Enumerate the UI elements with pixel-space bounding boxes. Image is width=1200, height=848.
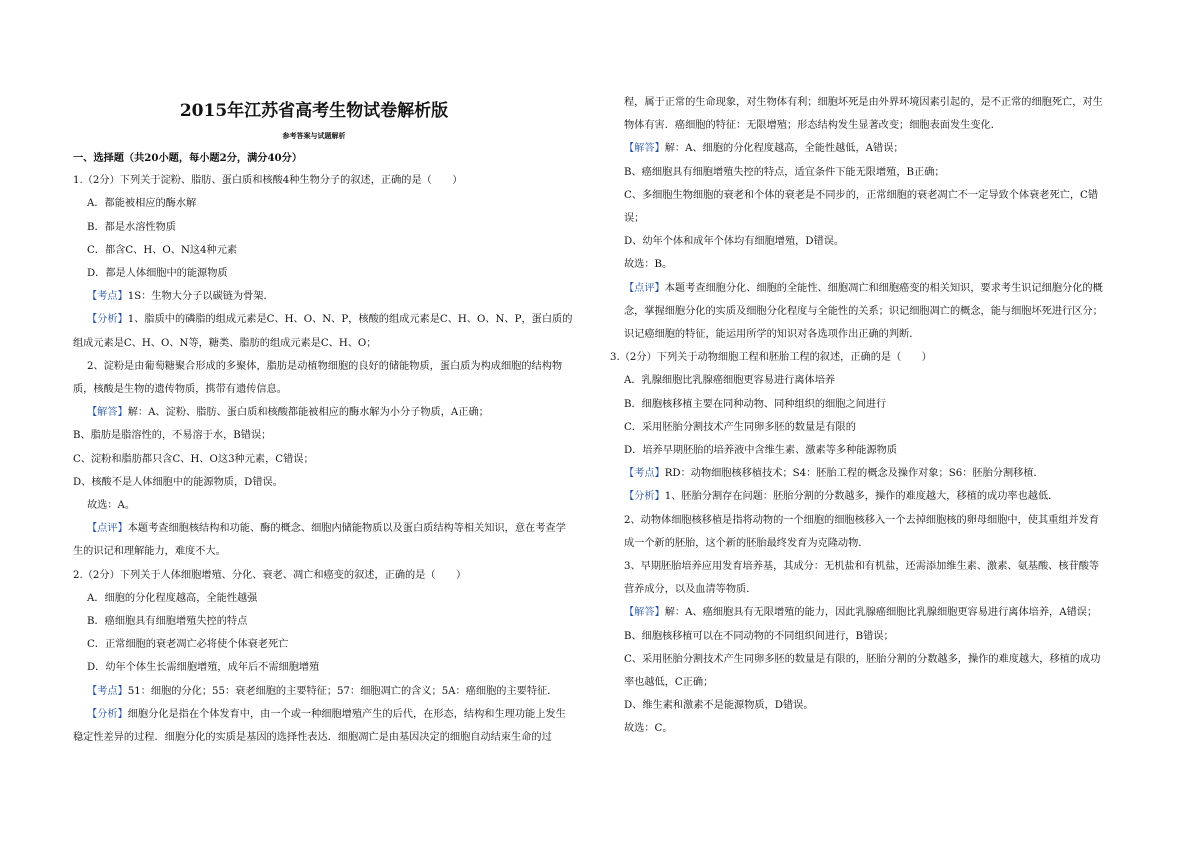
text-line — [73, 429, 271, 443]
line-text: 解：A、癌细胞具有无限增殖的能力，因此乳腺癌细胞比乳腺细胞更容易进行离体培养，A错误； — [664, 607, 1098, 619]
line-text: C、多细胞生物细胞的衰老和个体的衰老是不同步的，正常细胞的衰老凋亡不一定导致个体衰老死亡，C错 — [624, 189, 1099, 201]
line-text: C、采用胚胎分割技术产生同卵多胚的数量是有限的，胚胎分割的分数越多，操作的难度越大，移植的成功 — [624, 653, 1101, 665]
section-tag: 【点评】 — [87, 523, 128, 535]
line-text: 解：A、细胞的分化程度越高，全能性越低，A错误； — [664, 143, 904, 155]
line-text: 念，掌握细胞分化的实质及细胞分化程度与全能性的关系；识记细胞凋亡的概念，能与细胞坏死进行区分； — [624, 305, 1103, 317]
text-line — [624, 444, 897, 458]
text-line — [87, 221, 176, 235]
text-line — [624, 142, 904, 156]
text-line — [73, 151, 302, 165]
line-text: 识记癌细胞的特征，能运用所学的知识对各选项作出正确的判断． — [624, 329, 920, 340]
line-text: RD：动物细胞核移植技术；S4：胚胎工程的概念及操作对象；S6：胚胎分割移植． — [664, 468, 1044, 480]
line-text: 率也越低，C正确； — [624, 677, 714, 688]
text-line — [87, 244, 237, 258]
section-tag: 【考点】 — [624, 468, 665, 480]
text-line — [624, 212, 644, 226]
text-line — [87, 685, 557, 699]
text-line — [624, 305, 1103, 319]
line-text: 组成元素是C、H、O、N等，糖类、脂肪的组成元素是C、H、O； — [73, 337, 377, 349]
text-line — [624, 653, 1100, 667]
text-line — [87, 708, 566, 722]
text-line — [624, 630, 894, 644]
line-text: B、细胞核移植可以在不同动物的不同组织间进行，B错误； — [624, 630, 894, 642]
line-text: B．癌细胞具有细胞增殖失控的特点 — [87, 616, 248, 627]
text-line — [73, 476, 283, 490]
section-tag: 【分析】 — [87, 708, 128, 720]
text-line — [87, 499, 135, 513]
text-line — [624, 467, 1044, 481]
text-line — [87, 592, 257, 606]
text-line — [624, 490, 1058, 504]
text-line — [624, 189, 1098, 203]
text-line — [87, 522, 566, 536]
text-line — [87, 406, 489, 420]
text-line — [624, 699, 814, 713]
line-text: C．都含C、H、O、N这4种元素 — [87, 244, 238, 256]
line-text: B、癌细胞具有细胞增殖失控的特点，适宜条件下能无限增殖，B正确； — [624, 166, 945, 178]
text-line — [624, 583, 756, 597]
text-line — [624, 282, 1103, 296]
line-text: 51：细胞的分化；55：衰老细胞的主要特征；57：细胞凋亡的含义；5A：癌细胞的主要特征． — [127, 685, 558, 697]
line-text: 故选：A。 — [87, 500, 136, 511]
text-line — [73, 174, 462, 188]
text-line — [87, 661, 319, 675]
line-text: 一、选择题（共20小题，每小题2分，满分40分） — [73, 152, 303, 164]
section-tag: 【分析】 — [624, 491, 665, 503]
text-line — [87, 360, 562, 374]
line-text: A．乳腺细胞比乳腺癌细胞更容易进行离体培养 — [624, 375, 836, 387]
text-line — [87, 638, 288, 652]
text-line — [624, 722, 673, 736]
text-line — [624, 606, 1097, 620]
line-text: D、幼年个体和成年个体均有细胞增殖，D错误。 — [624, 236, 845, 248]
text-line — [624, 514, 1099, 528]
text-line — [624, 96, 1103, 110]
page-subtitle: 参考答案与试题解析 — [282, 131, 346, 140]
line-text: B．细胞核移植主要在同种动物、同种组织的细胞之间进行 — [624, 398, 887, 410]
text-line — [87, 615, 247, 629]
line-text: 成一个新的胚胎，这个新的胚胎最终发育为克隆动物． — [624, 537, 869, 549]
text-line — [73, 545, 226, 559]
text-line — [624, 374, 835, 388]
text-line — [73, 383, 287, 397]
text-line — [73, 453, 314, 467]
section-tag: 【解答】 — [624, 607, 665, 619]
text-line — [87, 313, 572, 327]
page-title: 2015年江苏省高考生物试卷解析版 — [179, 101, 449, 121]
line-text: A．细胞的分化程度越高，全能性越强 — [87, 592, 258, 604]
text-line — [624, 328, 919, 342]
line-text: B、脂肪是脂溶性的，不易溶于水，B错误； — [73, 430, 272, 442]
line-text: B．都是水溶性物质 — [87, 221, 176, 233]
text-line — [624, 119, 1001, 133]
line-text: 误； — [624, 213, 645, 224]
text-line — [624, 560, 1099, 574]
line-text: 解：A、淀粉、脂肪、蛋白质和核酸都能被相应的酶水解为小分子物质，A正确； — [127, 407, 489, 419]
line-text: C．采用胚胎分割技术产生同卵多胚的数量是有限的 — [624, 421, 856, 433]
text-line — [87, 197, 196, 211]
line-text: 故选：B。 — [624, 259, 673, 271]
text-line — [624, 421, 856, 435]
line-text: 1.（2分）下列关于淀粉、脂肪、蛋白质和核酸4种生物分子的叙述，正确的是（ ） — [73, 175, 463, 187]
line-text: 程，属于正常的生命现象，对生物体有利；细胞坏死是由外界环境因素引起的，是不正常的细胞死亡，对生 — [624, 97, 1103, 108]
line-text: D．都是人体细胞中的能源物质 — [87, 268, 228, 279]
line-text: C．正常细胞的衰老凋亡必将使个体衰老死亡 — [87, 639, 289, 651]
section-tag: 【解答】 — [87, 407, 128, 419]
text-line — [624, 235, 844, 249]
line-text: 故选：C。 — [624, 723, 673, 735]
section-tag: 【解答】 — [624, 143, 665, 155]
text-line — [87, 290, 274, 304]
text-line — [73, 569, 466, 583]
line-text: D、维生素和激素不是能源物质，D错误。 — [624, 700, 814, 712]
line-text: 1S：生物大分子以碳链为骨架． — [127, 291, 274, 303]
text-line — [610, 351, 932, 365]
line-text: 营养成分，以及血清等物质． — [624, 584, 757, 596]
line-text: 稳定性差异的过程．细胞分化的实质是基因的选择性表达．细胞凋亡是由基因决定的细胞自动结束生命的过 — [73, 732, 552, 743]
text-line — [624, 676, 713, 690]
line-text: 物体有害．癌细胞的特征：无限增殖；形态结构发生显著改变；细胞表面发生变化． — [624, 120, 1001, 132]
section-tag: 【分析】 — [87, 314, 128, 326]
text-line — [73, 337, 376, 351]
text-line — [87, 267, 228, 281]
line-text: 2.（2分）下列关于人体细胞增殖、分化、衰老、凋亡和癌变的叙述，正确的是（ ） — [73, 569, 467, 581]
line-text: 3、早期胚胎培养应用发育培养基，其成分：无机盐和有机盐，还需添加维生素、激素、氨基酸、核苷酸等 — [624, 561, 1100, 572]
section-tag: 【点评】 — [624, 282, 665, 294]
section-tag: 【考点】 — [87, 685, 128, 697]
line-text: 生的识记和理解能力，难度不大。 — [73, 546, 226, 558]
line-text: 1、胚胎分割存在问题：胚胎分割的分数越多，操作的难度越大，移植的成功率也越低． — [664, 491, 1059, 503]
line-text: D、核酸不是人体细胞中的能源物质，D错误。 — [73, 476, 283, 488]
line-text: 细胞分化是指在个体发育中，由一个或一种细胞增殖产生的后代，在形态，结构和生理功能上发生 — [127, 708, 566, 720]
section-tag: 【考点】 — [87, 291, 128, 303]
line-text: 本题考查细胞分化、细胞的全能性、细胞凋亡和细胞癌变的相关知识，要求考生识记细胞分化的概 — [664, 282, 1103, 294]
text-line — [624, 398, 886, 412]
line-text: C、淀粉和脂肪都只含C、H、O这3种元素，C错误； — [73, 453, 314, 465]
line-text: 1、脂质中的磷脂的组成元素是C、H、O、N、P，核酸的组成元素是C、H、O、N、P，蛋白质的 — [127, 314, 573, 326]
line-text: 2、淀粉是由葡萄糖聚合形成的多聚体，脂肪是动植物细胞的良好的储能物质，蛋白质为构成细胞的结构物 — [87, 360, 563, 372]
line-text: 3.（2分）下列关于动物细胞工程和胚胎工程的叙述，正确的是（ ） — [610, 352, 932, 364]
line-text: A．都能被相应的酶水解 — [87, 198, 197, 210]
line-text: D．培养早期胚胎的培养液中含维生素、激素等多种能源物质 — [624, 445, 898, 456]
text-line — [624, 537, 869, 551]
text-line — [624, 166, 945, 180]
line-text: 2、动物体细胞核移植是指将动物的一个细胞的细胞核移入一个去掉细胞核的卵母细胞中，使其重组并发育 — [624, 514, 1100, 526]
line-text: D．幼年个体生长需细胞增殖，成年后不需细胞增殖 — [87, 662, 320, 674]
line-text: 质，核酸是生物的遗传物质，携带有遗传信息。 — [73, 384, 287, 395]
text-line — [624, 258, 672, 272]
text-line — [73, 731, 552, 745]
line-text: 本题考查细胞核结构和功能、酶的概念、细胞内储能物质以及蛋白质结构等相关知识，意在考查学 — [127, 523, 566, 535]
